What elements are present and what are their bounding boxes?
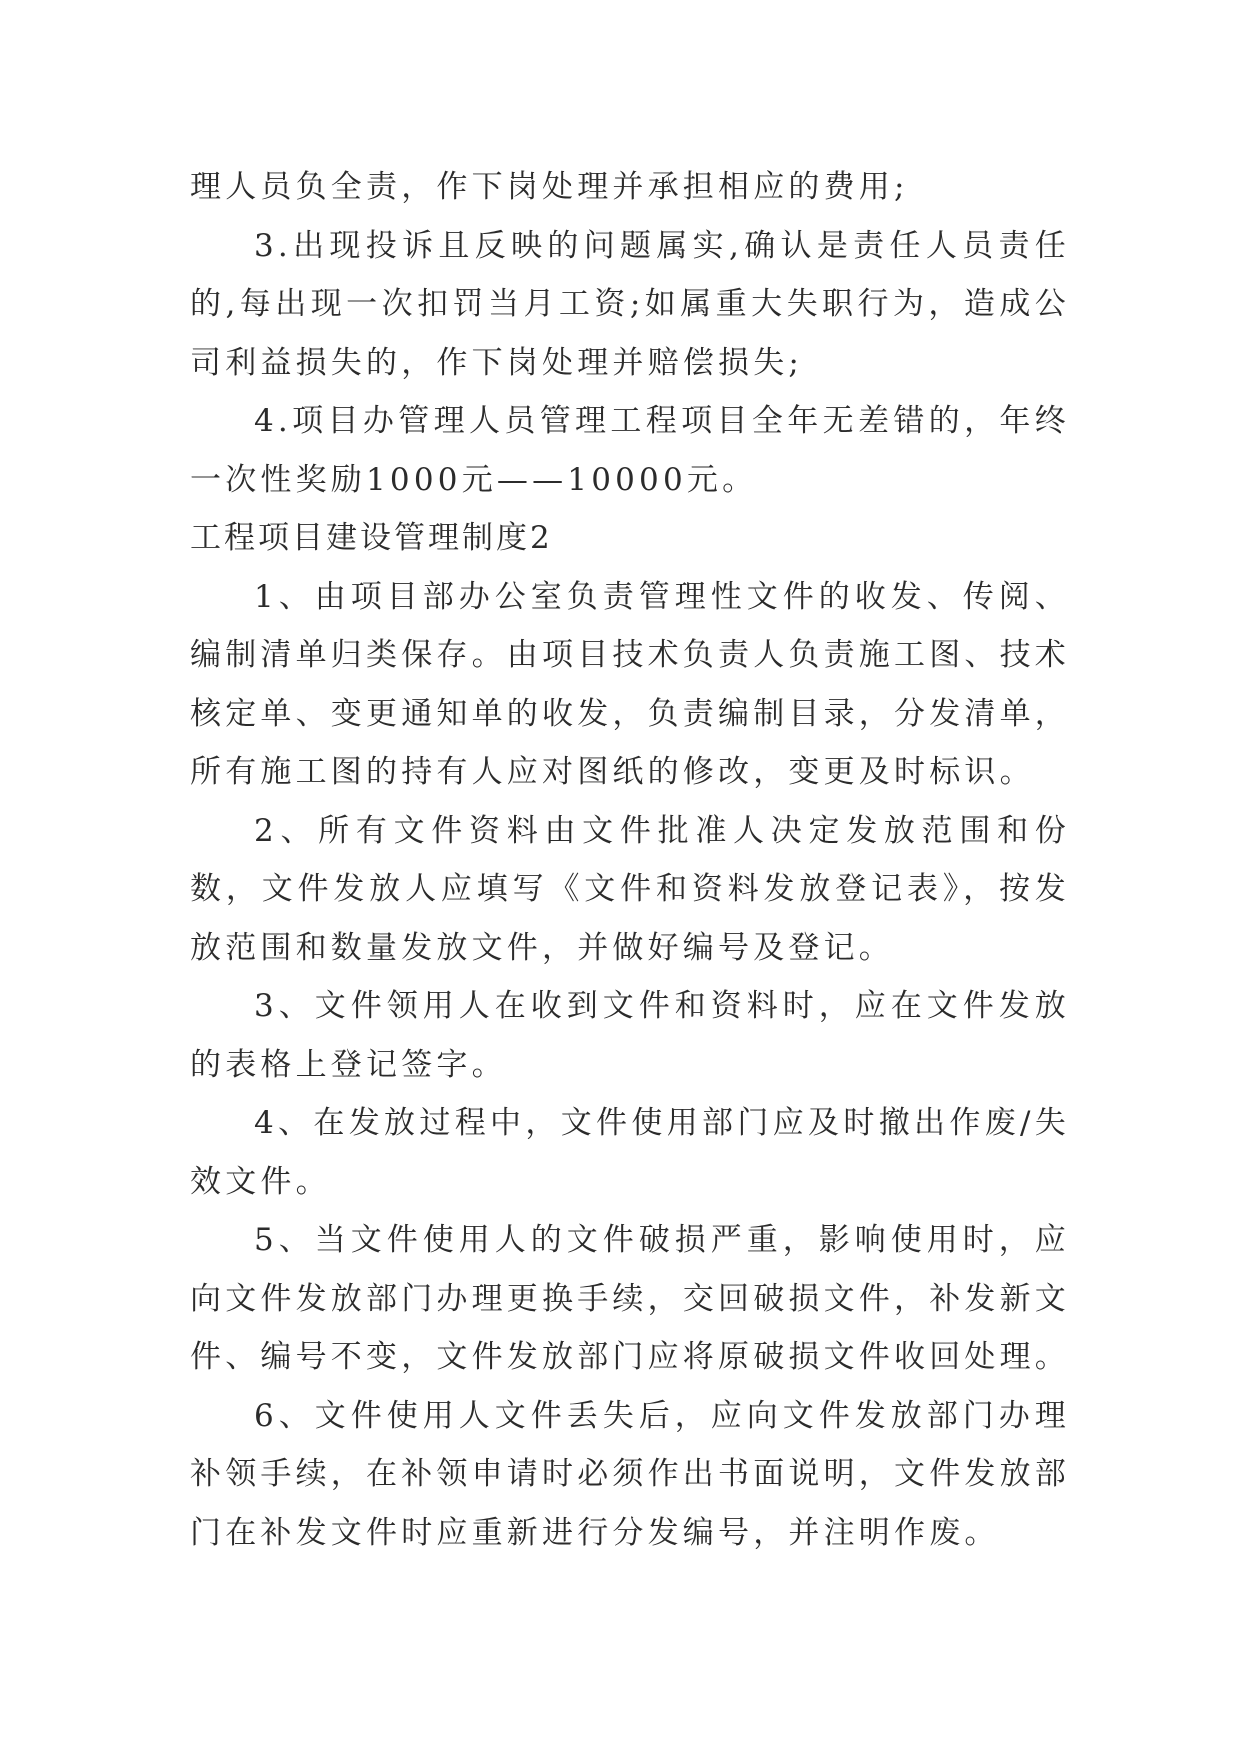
paragraph: 1、由项目部办公室负责管理性文件的收发、传阅、编制清单归类保存。由项目技术负责人负责施工图、技术核定单、变更通知单的收发，负责编制目录，分发清单，所有施工图的持有人应对图纸的修改，变更及时标识。 [190,578,1070,790]
paragraph: 3、文件领用人在收到文件和资料时，应在文件发放的表格上登记签字。 [190,988,1070,1083]
paragraph: 4.项目办管理人员管理工程项目全年无差错的，年终一次性奖励1000元——10000元。 [190,403,1070,498]
paragraph: 4、在发放过程中，文件使用部门应及时撤出作废/失效文件。 [190,1105,1070,1200]
paragraph: 3.出现投诉且反映的问题属实,确认是责任人员责任的,每出现一次扣罚当月工资;如属重大失职行为，造成公司利益损失的，作下岗处理并赔偿损失; [190,227,1070,381]
paragraph: 理人员负全责，作下岗处理并承担相应的费用; [190,169,909,205]
paragraph: 2、所有文件资料由文件批准人决定发放范围和份数，文件发放人应填写《文件和资料发放登记表》，按发放范围和数量发放文件，并做好编号及登记。 [190,812,1070,966]
document-body [190,158,1070,1562]
section-heading: 工程项目建设管理制度2 [190,520,553,556]
paragraph: 6、文件使用人文件丢失后，应向文件发放部门办理补领手续，在补领申请时必须作出书面说明，文件发放部门在补发文件时应重新进行分发编号，并注明作废。 [190,1397,1070,1551]
paragraph: 5、当文件使用人的文件破损严重，影响使用时，应向文件发放部门办理更换手续，交回破损文件，补发新文件、编号不变，文件发放部门应将原破损文件收回处理。 [190,1222,1070,1375]
